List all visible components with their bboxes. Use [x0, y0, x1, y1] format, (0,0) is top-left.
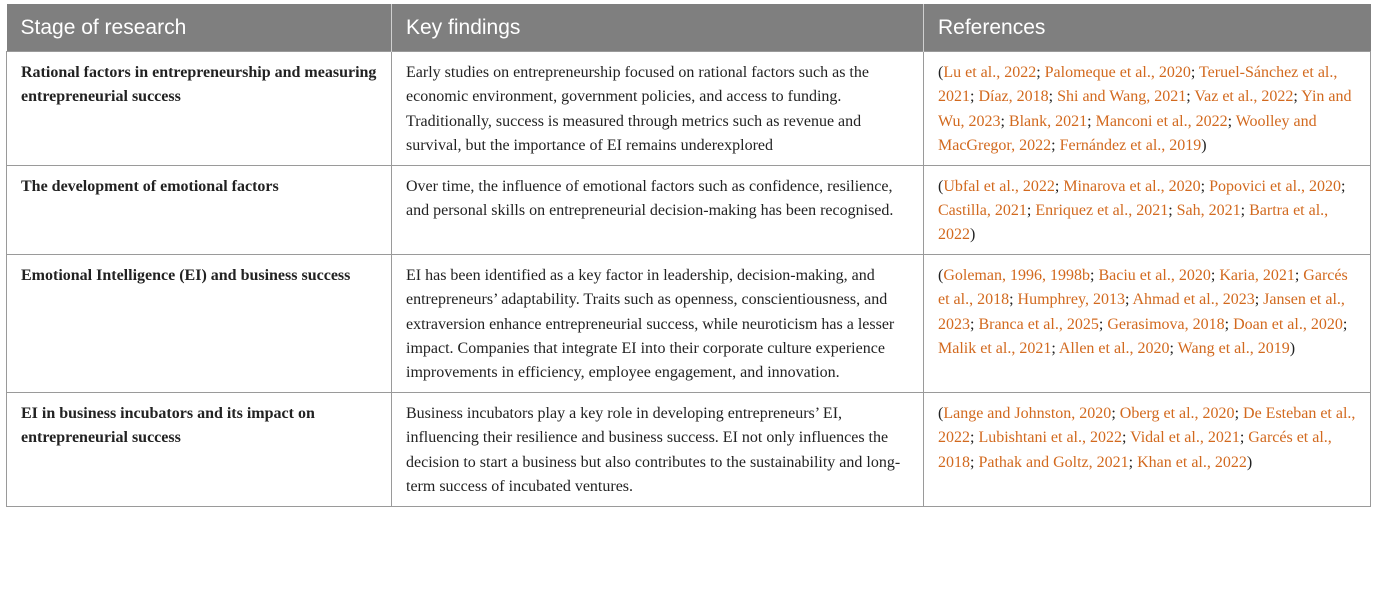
stage-cell: EI in business incubators and its impact on entrepreneurial success — [7, 392, 392, 506]
table-body — [7, 52, 1371, 507]
reference-link[interactable]: Manconi et al., 2022 — [1095, 112, 1228, 130]
references-cell: (Lange and Johnston, 2020; Oberg et al., 2020; De Esteban et al., 2022; Lubishtani et al., 2022; Vidal et al., 2021; Garcés et al., 2018; Pathak and Goltz, 2021; Khan et al., 2022) — [924, 392, 1371, 506]
table-row — [7, 254, 1371, 392]
findings-cell: EI has been identified as a key factor in leadership, decision-making, and entrepreneurs’ adaptability. Traits such as openness, conscientiousness, and extraversion enhance entrepreneurial success, while neuroticism has a lesser impact. Companies that integrate EI into their corporate culture experience improvements in efficiency, employee engagement, and innovation. — [392, 254, 924, 392]
reference-link[interactable]: Teruel-Sánchez et al., 2021 — [938, 64, 1338, 106]
reference-link[interactable]: Khan et al., 2022 — [1137, 453, 1247, 471]
reference-link[interactable]: Allen et al., 2020 — [1058, 340, 1170, 358]
findings-cell: Over time, the influence of emotional factors such as confidence, resilience, and personal skills on entrepreneurial decision-making has been recognised. — [392, 165, 924, 254]
reference-link[interactable]: Wang et al., 2019 — [1177, 340, 1290, 358]
reference-link[interactable]: Gerasimova, 2018 — [1107, 315, 1225, 333]
reference-link[interactable]: Pathak and Goltz, 2021 — [978, 453, 1129, 471]
reference-link[interactable]: Yin and Wu, 2023 — [938, 88, 1352, 130]
reference-link[interactable]: Vidal et al., 2021 — [1130, 429, 1240, 447]
reference-link[interactable]: Branca et al., 2025 — [978, 315, 1099, 333]
reference-link[interactable]: Lu et al., 2022 — [943, 64, 1037, 81]
reference-link[interactable]: Enriquez et al., 2021 — [1035, 202, 1169, 220]
reference-link[interactable]: Lange and Johnston, 2020 — [943, 404, 1112, 422]
research-stages-table — [6, 4, 1371, 507]
findings-cell: Early studies on entrepreneurship focused on rational factors such as the economic environment, government policies, and access to funding. Traditionally, success is measured through metrics such as revenue and survival, but the importance of EI remains underexplored — [392, 52, 924, 166]
reference-link[interactable]: Goleman, 1996, 1998b — [943, 266, 1090, 284]
reference-link[interactable]: Woolley and MacGregor, 2022 — [938, 112, 1317, 155]
reference-link[interactable]: Humphrey, 2013 — [1017, 291, 1125, 309]
reference-link[interactable]: Doan et al., 2020 — [1233, 315, 1343, 333]
stage-cell: The development of emotional factors — [7, 165, 392, 254]
reference-link[interactable]: Sah, 2021 — [1176, 202, 1241, 220]
table-row — [7, 392, 1371, 506]
references-cell: (Ubfal et al., 2022; Minarova et al., 2020; Popovici et al., 2020; Castilla, 2021; Enriquez et al., 2021; Sah, 2021; Bartra et al., 2022) — [924, 165, 1371, 254]
findings-cell: Business incubators play a key role in developing entrepreneurs’ EI, influencing their resilience and business success. EI not only influences the decision to start a business but also contributes to the sustainability and long-term success of incubated ventures. — [392, 392, 924, 506]
reference-link[interactable]: Jansen et al., 2023 — [938, 291, 1345, 333]
table-row — [7, 52, 1371, 166]
reference-link[interactable]: Bartra et al., 2022 — [938, 202, 1329, 244]
header-findings: Key findings — [392, 4, 924, 52]
reference-link[interactable]: Fernández et al., 2019 — [1059, 137, 1202, 155]
reference-link[interactable]: Ubfal et al., 2022 — [943, 177, 1055, 195]
reference-link[interactable]: Minarova et al., 2020 — [1063, 177, 1201, 195]
reference-link[interactable]: Vaz et al., 2022 — [1194, 88, 1294, 106]
reference-link[interactable]: Díaz, 2018 — [978, 88, 1049, 106]
reference-link[interactable]: Oberg et al., 2020 — [1119, 404, 1235, 422]
reference-link[interactable]: Shi and Wang, 2021 — [1057, 88, 1187, 106]
header-references: References — [924, 4, 1371, 52]
reference-link[interactable]: Lubishtani et al., 2022 — [978, 429, 1122, 447]
reference-link[interactable]: De Esteban et al., 2022 — [938, 404, 1356, 447]
reference-link[interactable]: Castilla, 2021 — [938, 202, 1027, 220]
reference-link[interactable]: Ahmad et al., 2023 — [1132, 291, 1255, 309]
reference-link[interactable]: Karia, 2021 — [1219, 266, 1295, 284]
header-stage: Stage of research — [7, 4, 392, 52]
reference-link[interactable]: Malik et al., 2021 — [938, 340, 1052, 358]
reference-link[interactable]: Garcés et al., 2018 — [938, 266, 1348, 309]
reference-link[interactable]: Garcés et al., 2018 — [938, 429, 1332, 471]
reference-link[interactable]: Popovici et al., 2020 — [1209, 177, 1342, 195]
references-cell: (Lu et al., 2022; Palomeque et al., 2020; Teruel-Sánchez et al., 2021; Díaz, 2018; Shi and Wang, 2021; Vaz et al., 2022; Yin and Wu, 2023; Blank, 2021; Manconi et al., 2022; Woolley and MacGregor, 2022; Fernández et al., 2019) — [924, 52, 1371, 166]
header-row — [7, 4, 1371, 52]
references-cell: (Goleman, 1996, 1998b; Baciu et al., 2020; Karia, 2021; Garcés et al., 2018; Humphrey, 2013; Ahmad et al., 2023; Jansen et al., 2023; Branca et al., 2025; Gerasimova, 2018; Doan et al., 2020; Malik et al., 2021; Allen et al., 2020; Wang et al., 2019) — [924, 254, 1371, 392]
reference-link[interactable]: Palomeque et al., 2020 — [1044, 64, 1191, 81]
stage-cell: Rational factors in entrepreneurship and measuring entrepreneurial success — [7, 52, 392, 166]
stage-cell: Emotional Intelligence (EI) and business success — [7, 254, 392, 392]
reference-link[interactable]: Baciu et al., 2020 — [1098, 266, 1211, 284]
reference-link[interactable]: Blank, 2021 — [1008, 112, 1088, 130]
table-row — [7, 165, 1371, 254]
